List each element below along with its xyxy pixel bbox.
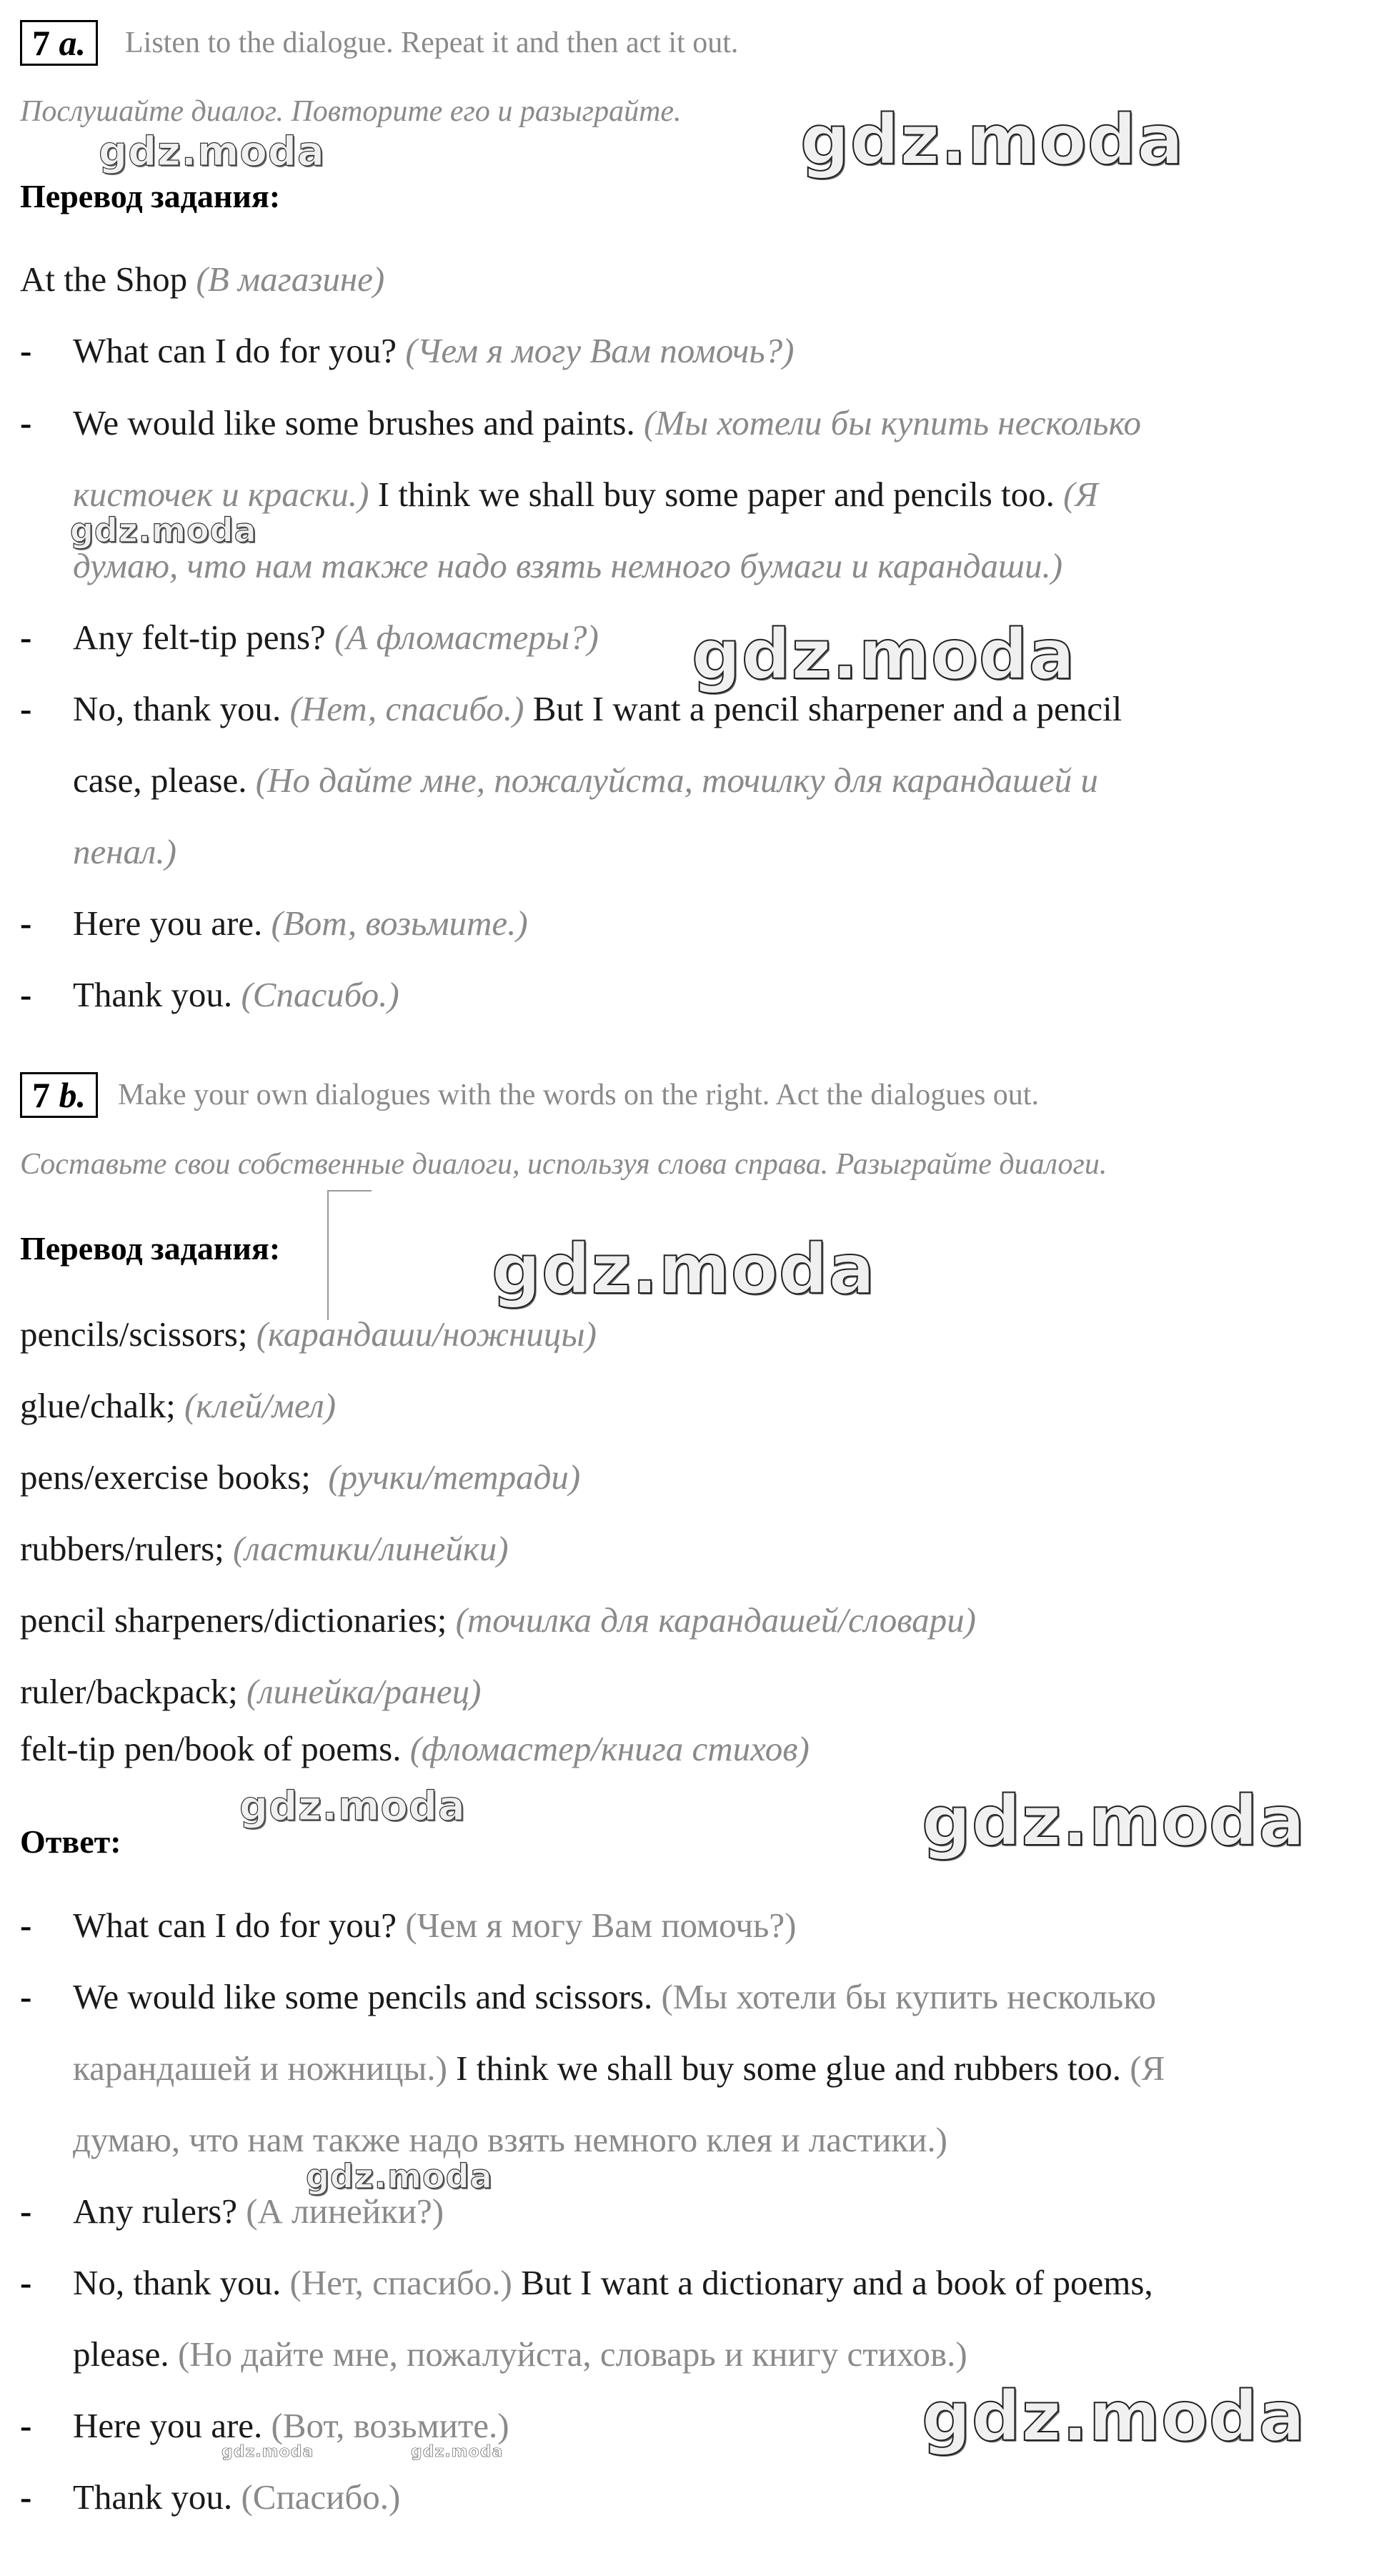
instruction-ru-7b: Составьте свои собственные диалоги, используя слова справа. Разыграйте диалоги. bbox=[20, 1148, 1107, 1181]
exercise-badge-7b: 7 b. bbox=[20, 1072, 98, 1118]
answer-line-continued: please. (Но дайте мне, пожалуйста, словарь и книгу стихов.) bbox=[73, 2334, 967, 2374]
dash: - bbox=[20, 331, 32, 370]
watermark: gdz.moda bbox=[221, 2443, 314, 2461]
dash: - bbox=[20, 1906, 32, 1945]
word-pair: felt-tip pen/book of poems. (фломастер/книга стихов) bbox=[20, 1729, 810, 1768]
dash: - bbox=[20, 2477, 32, 2517]
dialogue-line-continued: кисточек и краски.) I think we shall buy some paper and pencils too. (Я bbox=[73, 475, 1098, 514]
answer-line: No, thank you. (Нет, спасибо.) But I want a dictionary and a book of poems, bbox=[73, 2263, 1153, 2302]
word-pair: pens/exercise books; (ручки/тетради) bbox=[20, 1457, 581, 1497]
dialogue-line: Any felt-tip pens? (А фломастеры?) bbox=[73, 618, 599, 657]
dash: - bbox=[20, 2263, 32, 2302]
answer-line: Here you are. (Вот, возьмите.) bbox=[73, 2406, 509, 2445]
word-pair: ruler/backpack; (линейка/ранец) bbox=[20, 1672, 482, 1711]
answer-line: We would like some pencils and scissors. (Мы хотели бы купить несколько bbox=[73, 1977, 1157, 2016]
watermark: gdz.moda bbox=[70, 511, 257, 550]
dialogue-line-continued: думаю, что нам также надо взять немного бумаги и карандаши.) bbox=[73, 546, 1063, 585]
dialogue-line: What can I do for you? (Чем я могу Вам помочь?) bbox=[73, 331, 795, 370]
answer-line-continued: карандашей и ножницы.) I think we shall buy some glue and rubbers too. (Я bbox=[73, 2049, 1165, 2088]
task-translation-heading-7a: Перевод задания: bbox=[20, 178, 281, 214]
answer-line: What can I do for you? (Чем я могу Вам помочь?) bbox=[73, 1906, 797, 1945]
dash: - bbox=[20, 2406, 32, 2445]
watermark: gdz.moda bbox=[922, 1781, 1306, 1861]
dialogue-line-continued: пенал.) bbox=[73, 832, 176, 871]
dialogue-line: No, thank you. (Нет, спасибо.) But I want a pencil sharpener and a pencil bbox=[73, 689, 1122, 728]
dialogue-line: Thank you. (Спасибо.) bbox=[73, 975, 399, 1014]
word-pair: pencil sharpeners/dictionaries; (точилка для карандашей/словари) bbox=[20, 1600, 976, 1640]
word-pair: rubbers/rulers; (ластики/линейки) bbox=[20, 1529, 509, 1568]
decorative-bracket bbox=[327, 1190, 372, 1320]
dash: - bbox=[20, 975, 32, 1014]
dialogue-line: Here you are. (Вот, возьмите.) bbox=[73, 903, 528, 943]
answer-heading: Ответ: bbox=[20, 1823, 121, 1860]
dash: - bbox=[20, 403, 32, 442]
dialogue-title: At the Shop (В магазине) bbox=[20, 259, 385, 299]
answer-line: Any rulers? (А линейки?) bbox=[73, 2191, 444, 2231]
instruction-7a: Listen to the dialogue. Repeat it and then act it out. bbox=[125, 26, 739, 59]
watermark: gdz.moda bbox=[800, 100, 1185, 180]
instruction-7b: Make your own dialogues with the words on the right. Act the dialogues out. bbox=[118, 1079, 1039, 1111]
answer-line-continued: думаю, что нам также надо взять немного клея и ластики.) bbox=[73, 2120, 947, 2159]
dash: - bbox=[20, 618, 32, 657]
watermark: gdz.moda bbox=[239, 1783, 466, 1830]
watermark: gdz.moda bbox=[492, 1229, 876, 1309]
dash: - bbox=[20, 903, 32, 943]
dialogue-line: We would like some brushes and paints. (Мы хотели бы купить несколько bbox=[73, 403, 1142, 442]
watermark: gdz.moda bbox=[692, 615, 1076, 695]
word-pair: pencils/scissors; (карандаши/ножницы) bbox=[20, 1314, 597, 1354]
exercise-badge-7a: 7 a. bbox=[20, 20, 98, 66]
dash: - bbox=[20, 2191, 32, 2231]
watermark: gdz.moda bbox=[306, 2157, 493, 2196]
watermark: gdz.moda bbox=[922, 2377, 1306, 2457]
word-pair: glue/chalk; (клей/мел) bbox=[20, 1386, 337, 1425]
watermark: gdz.moda bbox=[411, 2443, 504, 2461]
dash: - bbox=[20, 1977, 32, 2016]
instruction-ru-7a: Послушайте диалог. Повторите его и разыграйте. bbox=[20, 95, 682, 128]
dialogue-line-continued: case, please. (Но дайте мне, пожалуйста, точилку для карандашей и bbox=[73, 761, 1098, 800]
task-translation-heading-7b: Перевод задания: bbox=[20, 1230, 281, 1267]
answer-line: Thank you. (Спасибо.) bbox=[73, 2477, 401, 2517]
dash: - bbox=[20, 689, 32, 728]
watermark: gdz.moda bbox=[99, 129, 325, 175]
